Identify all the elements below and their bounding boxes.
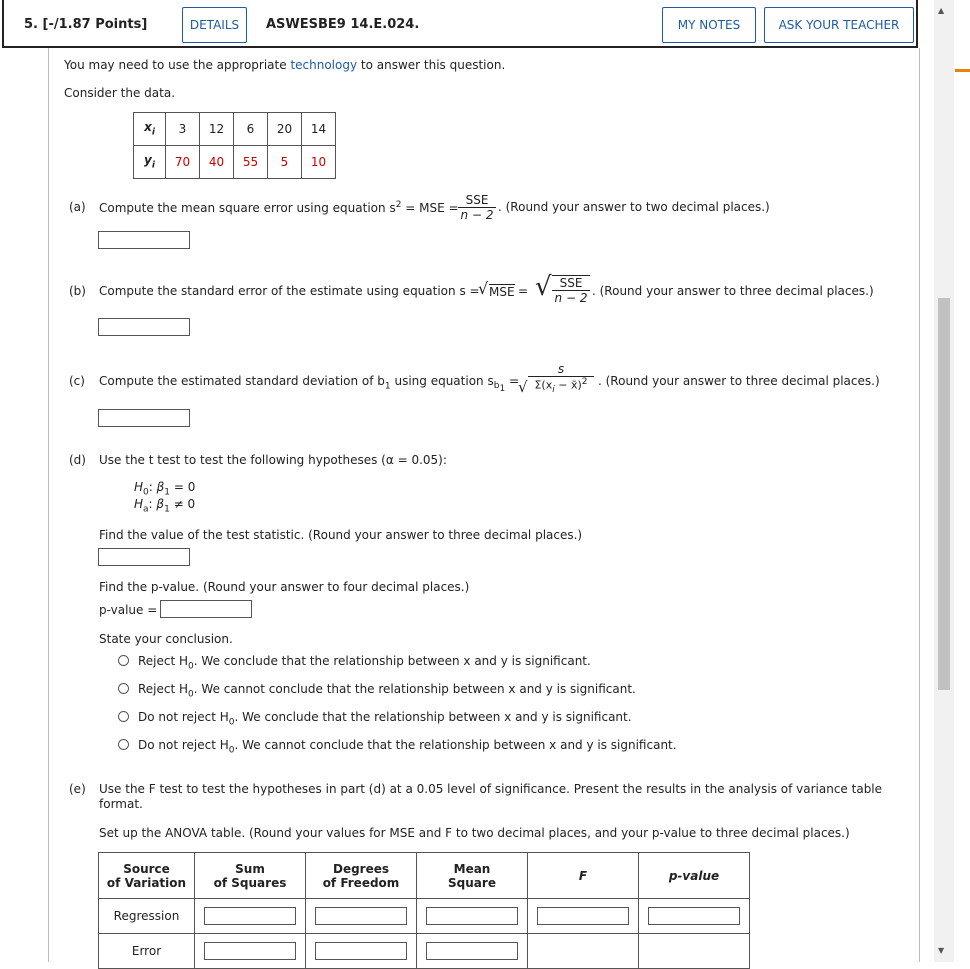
scrollbar-thumb[interactable]	[938, 298, 950, 690]
part-c-text: Compute the estimated standard deviation of $b_1$ using equation $s_{b_1}$ =	[99, 374, 520, 395]
conclusion-prompt: State your conclusion.	[99, 632, 233, 646]
question-header	[2, 0, 918, 48]
conclusion-radio-2[interactable]	[118, 683, 129, 694]
sqrt-symbol: √	[535, 272, 552, 302]
x-cell: 14	[302, 113, 336, 146]
sqrt-symbol: √	[518, 378, 528, 396]
x-cell: 6	[234, 113, 268, 146]
consider-text: Consider the data.	[64, 86, 176, 100]
x-cell: 20	[268, 113, 302, 146]
x-cell: 12	[200, 113, 234, 146]
anova-setup-prompt: Set up the ANOVA table. (Round your values for MSE and F to two decimal places, and your p-value to three decimal places.)	[99, 826, 850, 840]
x-cell: 3	[166, 113, 200, 146]
part-c-round: . (Round your answer to three decimal places.)	[598, 374, 880, 388]
regression-f-input[interactable]	[537, 907, 629, 925]
anova-row-label: Regression	[99, 899, 195, 934]
y-cell: 10	[302, 146, 336, 179]
regression-df-input[interactable]	[315, 907, 407, 925]
part-b-text: Compute the standard error of the estimate using equation s =	[99, 284, 480, 298]
conclusion-radio-4[interactable]	[118, 739, 129, 750]
anova-header: Degrees of Freedom	[306, 853, 417, 899]
accent-marker	[955, 69, 970, 72]
part-c-fraction: $\frac{s}{\Sigma(x_i - x̄)^2}$	[528, 362, 594, 395]
test-stat-input[interactable]	[98, 548, 190, 566]
x-header: $x_i$	[134, 113, 166, 146]
null-hypothesis: $H_0$: $\beta_1 = 0$	[134, 480, 196, 498]
anova-header: Mean Square	[417, 853, 528, 899]
ask-teacher-button[interactable]: ASK YOUR TEACHER	[764, 7, 914, 43]
part-e-text2: format.	[99, 797, 143, 811]
part-c-label: (c)	[69, 374, 85, 388]
technology-note: You may need to use the appropriate technology to answer this question.	[64, 58, 506, 72]
conclusion-option-4[interactable]: Do not reject $H_0$. We cannot conclude that the relationship between x and y is significant.	[138, 738, 677, 756]
part-a-label: (a)	[69, 200, 86, 214]
conclusion-option-1[interactable]: Reject $H_0$. We conclude that the relationship between x and y is significant.	[138, 654, 591, 672]
part-b-fraction: SSE n − 2	[552, 275, 590, 305]
anova-row-label: Error	[99, 934, 195, 969]
pvalue-prompt: Find the p-value. (Round your answer to four decimal places.)	[99, 580, 470, 594]
part-a-input[interactable]	[98, 231, 190, 249]
part-d-label: (d)	[69, 453, 86, 467]
part-a-fraction: SSE n − 2	[458, 193, 496, 222]
part-b-eq: =	[518, 284, 529, 298]
points-label: 5. [-/1.87 Points]	[24, 17, 148, 32]
part-d-text: Use the t test to test the following hypotheses (α = 0.05):	[99, 453, 447, 467]
y-cell: 70	[166, 146, 200, 179]
conclusion-option-2[interactable]: Reject $H_0$. We cannot conclude that the relationship between x and y is significant.	[138, 682, 636, 700]
problem-code: ASWESBE9 14.E.024.	[266, 17, 420, 32]
part-b-round: . (Round your answer to three decimal places.)	[592, 284, 874, 298]
conclusion-radio-3[interactable]	[118, 711, 129, 722]
error-df-input[interactable]	[315, 942, 407, 960]
anova-table	[98, 852, 750, 969]
part-e-label: (e)	[69, 782, 86, 796]
pvalue-input[interactable]	[160, 600, 252, 618]
anova-header: Source of Variation	[99, 853, 195, 899]
conclusion-radio-1[interactable]	[118, 655, 129, 666]
regression-pvalue-input[interactable]	[648, 907, 740, 925]
pvalue-label: p-value =	[99, 603, 158, 617]
y-cell: 55	[234, 146, 268, 179]
y-cell: 5	[268, 146, 302, 179]
data-table	[133, 112, 336, 179]
part-b-label: (b)	[69, 284, 86, 298]
regression-ms-input[interactable]	[426, 907, 518, 925]
anova-header: p-value	[639, 853, 750, 899]
part-b-input[interactable]	[98, 318, 190, 336]
y-header: $y_i$	[134, 146, 166, 179]
test-stat-prompt: Find the value of the test statistic. (Round your answer to three decimal places.)	[99, 528, 583, 542]
anova-header: F	[528, 853, 639, 899]
scroll-up-icon[interactable]: ▲	[938, 6, 945, 15]
part-a-round: . (Round your answer to two decimal places.)	[498, 200, 770, 214]
conclusion-option-3[interactable]: Do not reject $H_0$. We conclude that the relationship between x and y is significant.	[138, 710, 632, 728]
y-cell: 40	[200, 146, 234, 179]
alt-hypothesis: $H_a$: $\beta_1 \ne 0$	[134, 497, 196, 515]
technology-link[interactable]: technology	[290, 58, 358, 72]
part-b-mse: MSE	[489, 285, 515, 299]
part-e-text1: Use the F test to test the hypotheses in part (d) at a 0.05 level of significance. Present the results in the analysis of variance table	[99, 782, 883, 796]
part-c-input[interactable]	[98, 409, 190, 427]
sqrt-symbol: √	[478, 279, 489, 298]
error-ms-input[interactable]	[426, 942, 518, 960]
my-notes-button[interactable]: MY NOTES	[662, 7, 756, 43]
error-ss-input[interactable]	[204, 942, 296, 960]
details-button[interactable]: DETAILS	[182, 7, 247, 43]
anova-header: Sum of Squares	[195, 853, 306, 899]
regression-ss-input[interactable]	[204, 907, 296, 925]
part-a-text: Compute the mean square error using equation $s^2$ = MSE =	[99, 200, 459, 215]
scroll-down-icon[interactable]: ▼	[938, 946, 945, 955]
